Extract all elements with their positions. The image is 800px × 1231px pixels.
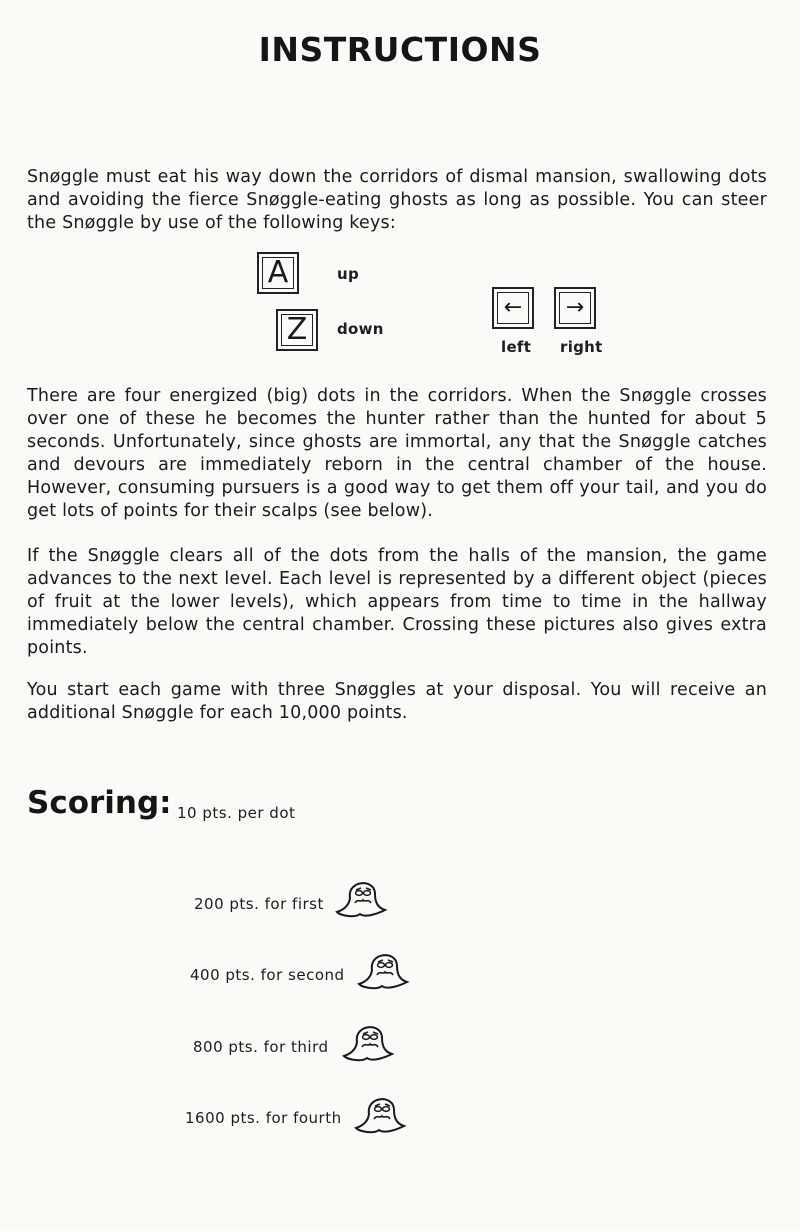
score-ghost-third: 800 pts. for third — [193, 1038, 329, 1056]
key-down-label: down — [337, 320, 384, 338]
key-up-label: up — [337, 265, 360, 283]
key-right-arrow — [554, 287, 596, 329]
score-ghost-second: 400 pts. for second — [190, 966, 345, 984]
ghost-icon — [355, 946, 413, 992]
score-ghost-fourth: 1600 pts. for fourth — [185, 1109, 342, 1127]
score-ghost-first: 200 pts. for first — [194, 895, 324, 913]
key-a-letter: A — [267, 255, 289, 290]
key-left-arrow — [492, 287, 534, 329]
left-arrow-icon: ← — [503, 295, 523, 320]
ghost-icon — [352, 1090, 410, 1136]
key-a — [257, 252, 299, 294]
right-arrow-icon: → — [565, 295, 585, 320]
key-right-label: right — [560, 338, 603, 356]
level-paragraph: If the Snøggle clears all of the dots from the halls of the mansion, the game advances to the next level. Each level is represented by a different object (pieces of fruit at the lower levels), which appears from time to time in the hallway immediately below the central chamber. Crossing these pictures also gives extra points. — [27, 546, 767, 658]
lives-paragraph: You start each game with three Snøggles at your disposal. You will receive an additional Snøggle for each 10,000 points. — [27, 680, 767, 723]
page-title: INSTRUCTIONS — [258, 30, 542, 69]
key-z-letter: Z — [286, 312, 308, 347]
ghost-icon — [340, 1018, 398, 1064]
key-z — [276, 309, 318, 351]
intro-paragraph: Snøggle must eat his way down the corridors of dismal mansion, swallowing dots and avoiding the fierce Snøggle-eating ghosts as long as possible. You can steer the Snøggle by use of the following keys: — [27, 167, 767, 233]
scoring-heading: Scoring: — [27, 785, 172, 821]
key-left-label: left — [501, 338, 532, 356]
score-dot: 10 pts. per dot — [177, 804, 296, 822]
ghost-icon — [333, 874, 391, 920]
energizer-paragraph: There are four energized (big) dots in the corridors. When the Snøggle crosses over one of these he becomes the hunter rather than the hunted for about 5 seconds. Unfortunately, since ghosts are immortal, any that the Snøggle catches and devours are immediately reborn in the central chamber of the house. However, consuming pursuers is a good way to get them off your tail, and you do get lots of points for their scalps (see below). — [27, 386, 767, 521]
